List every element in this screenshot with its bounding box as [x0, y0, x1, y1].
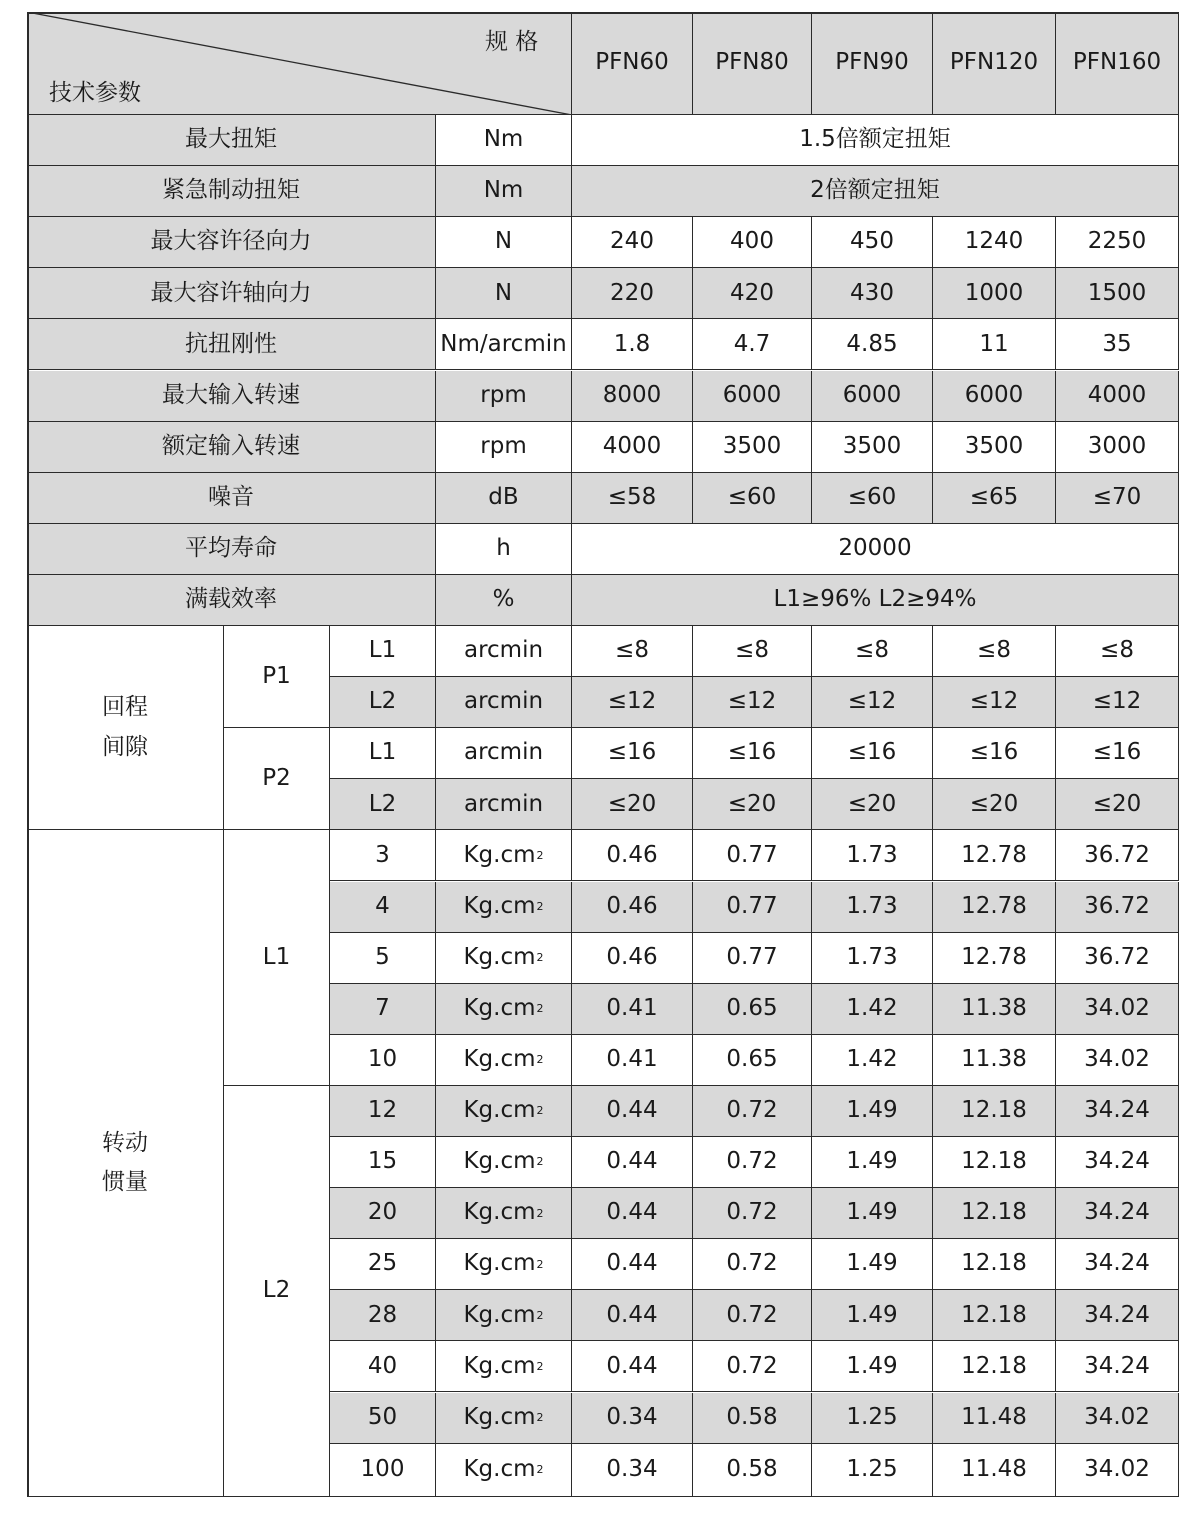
- param-unit: %: [436, 575, 572, 626]
- unit-cell: arcmin: [436, 728, 572, 779]
- value-cell: 1.49: [812, 1341, 933, 1392]
- value-cell: ≤8: [933, 626, 1056, 677]
- value-cell: 1.49: [812, 1137, 933, 1188]
- unit-superscript: 2: [536, 1206, 544, 1220]
- inertia-title-line: 惯量: [102, 1169, 148, 1196]
- value-cell: 3000: [1056, 422, 1179, 473]
- unit-cell: arcmin: [436, 779, 572, 830]
- value-cell: ≤65: [933, 473, 1056, 524]
- param-unit: N: [436, 268, 572, 319]
- value-cell: 0.46: [572, 933, 693, 984]
- value-cell: ≤60: [812, 473, 933, 524]
- value-cell: 12.18: [933, 1239, 1056, 1290]
- param-unit: Nm/arcmin: [436, 319, 572, 370]
- value-cell: 430: [812, 268, 933, 319]
- value-cell: ≤8: [572, 626, 693, 677]
- value-cell: ≤12: [812, 677, 933, 728]
- param-name: 紧急制动扭矩: [27, 166, 436, 217]
- unit-base: Kg.cm: [463, 1250, 536, 1277]
- ratio-cell: 100: [330, 1444, 436, 1497]
- value-cell: 34.02: [1056, 1393, 1179, 1444]
- value-cell: ≤60: [693, 473, 812, 524]
- value-cell: 11: [933, 319, 1056, 370]
- value-cell: 0.77: [693, 882, 812, 933]
- param-unit: dB: [436, 473, 572, 524]
- value-cell: 6000: [933, 371, 1056, 422]
- unit-cell: [436, 1086, 572, 1137]
- param-name: 平均寿命: [27, 524, 436, 575]
- unit-superscript: 2: [536, 1308, 544, 1322]
- unit-cell: [436, 1188, 572, 1239]
- model-header: PFN160: [1056, 12, 1179, 115]
- value-cell: 1.42: [812, 1035, 933, 1086]
- model-header: PFN120: [933, 12, 1056, 115]
- model-header: PFN90: [812, 12, 933, 115]
- value-cell: ≤70: [1056, 473, 1179, 524]
- unit-base: Kg.cm: [463, 1199, 536, 1226]
- value-cell: 220: [572, 268, 693, 319]
- value-cell: 34.24: [1056, 1086, 1179, 1137]
- param-label: 技术参数: [49, 80, 141, 106]
- ratio-cell: 28: [330, 1290, 436, 1341]
- value-cell: 0.44: [572, 1137, 693, 1188]
- value-cell: 34.24: [1056, 1341, 1179, 1392]
- unit-base: Kg.cm: [463, 1046, 536, 1073]
- ratio-cell: 20: [330, 1188, 436, 1239]
- unit-base: Kg.cm: [463, 994, 536, 1021]
- value-cell: 34.24: [1056, 1239, 1179, 1290]
- ratio-cell: 4: [330, 882, 436, 933]
- value-cell: 1500: [1056, 268, 1179, 319]
- value-cell: 36.72: [1056, 933, 1179, 984]
- value-cell: ≤16: [1056, 728, 1179, 779]
- unit-base: Kg.cm: [463, 841, 536, 868]
- value-cell: 0.65: [693, 984, 812, 1035]
- value-cell: 12.18: [933, 1290, 1056, 1341]
- value-cell: 0.44: [572, 1290, 693, 1341]
- value-cell: ≤8: [693, 626, 812, 677]
- unit-cell: arcmin: [436, 626, 572, 677]
- unit-base: Kg.cm: [463, 943, 536, 970]
- param-name: 最大容许轴向力: [27, 268, 436, 319]
- ratio-cell: 12: [330, 1086, 436, 1137]
- unit-cell: [436, 1290, 572, 1341]
- inertia-group: L1: [224, 830, 330, 1086]
- value-cell: 12.18: [933, 1086, 1056, 1137]
- value-cell: 0.34: [572, 1393, 693, 1444]
- value-cell: 0.65: [693, 1035, 812, 1086]
- value-cell: 1000: [933, 268, 1056, 319]
- unit-superscript: 2: [536, 1002, 544, 1016]
- value-cell: 1.25: [812, 1444, 933, 1497]
- value-cell: 1.49: [812, 1290, 933, 1341]
- stage-cell: L2: [330, 677, 436, 728]
- value-cell: ≤16: [572, 728, 693, 779]
- value-cell: 0.58: [693, 1444, 812, 1497]
- value-cell: 8000: [572, 371, 693, 422]
- unit-superscript: 2: [536, 1053, 544, 1067]
- value-cell: ≤12: [693, 677, 812, 728]
- unit-base: Kg.cm: [463, 1301, 536, 1328]
- value-cell: ≤20: [812, 779, 933, 830]
- value-cell: 12.18: [933, 1188, 1056, 1239]
- backlash-title-line: 回程: [102, 694, 148, 721]
- value-cell: 1.8: [572, 319, 693, 370]
- param-name: 最大输入转速: [27, 371, 436, 422]
- ratio-cell: 40: [330, 1341, 436, 1392]
- value-cell: 4000: [572, 422, 693, 473]
- model-header: PFN60: [572, 12, 693, 115]
- value-cell: 4000: [1056, 371, 1179, 422]
- diagonal-line: [27, 12, 572, 115]
- merged-value: 1.5倍额定扭矩: [572, 115, 1179, 166]
- value-cell: 12.18: [933, 1341, 1056, 1392]
- value-cell: 6000: [812, 371, 933, 422]
- stage-cell: L1: [330, 626, 436, 677]
- param-name: 最大容许径向力: [27, 217, 436, 268]
- unit-superscript: 2: [536, 1104, 544, 1118]
- value-cell: 12.78: [933, 882, 1056, 933]
- param-name: 抗扭刚性: [27, 319, 436, 370]
- value-cell: ≤20: [1056, 779, 1179, 830]
- param-unit: rpm: [436, 371, 572, 422]
- value-cell: 240: [572, 217, 693, 268]
- value-cell: 1.25: [812, 1393, 933, 1444]
- ratio-cell: 7: [330, 984, 436, 1035]
- value-cell: 12.78: [933, 830, 1056, 881]
- param-name: 满载效率: [27, 575, 436, 626]
- param-unit: rpm: [436, 422, 572, 473]
- value-cell: 1.73: [812, 882, 933, 933]
- unit-cell: [436, 984, 572, 1035]
- value-cell: ≤20: [933, 779, 1056, 830]
- inertia-title-line: 转动: [102, 1129, 148, 1156]
- value-cell: 34.24: [1056, 1137, 1179, 1188]
- value-cell: 1.49: [812, 1188, 933, 1239]
- value-cell: 0.72: [693, 1290, 812, 1341]
- value-cell: 0.41: [572, 1035, 693, 1086]
- param-unit: Nm: [436, 115, 572, 166]
- value-cell: 0.72: [693, 1188, 812, 1239]
- value-cell: 11.38: [933, 1035, 1056, 1086]
- value-cell: 4.85: [812, 319, 933, 370]
- backlash-group: P1: [224, 626, 330, 728]
- value-cell: ≤8: [812, 626, 933, 677]
- param-name: 额定输入转速: [27, 422, 436, 473]
- value-cell: ≤8: [1056, 626, 1179, 677]
- unit-cell: [436, 882, 572, 933]
- value-cell: ≤16: [693, 728, 812, 779]
- value-cell: 1.42: [812, 984, 933, 1035]
- unit-base: Kg.cm: [463, 1352, 536, 1379]
- value-cell: 1.73: [812, 933, 933, 984]
- param-unit: Nm: [436, 166, 572, 217]
- value-cell: ≤12: [933, 677, 1056, 728]
- unit-superscript: 2: [536, 1463, 544, 1477]
- value-cell: 2250: [1056, 217, 1179, 268]
- ratio-cell: 5: [330, 933, 436, 984]
- value-cell: 1.73: [812, 830, 933, 881]
- merged-value: 20000: [572, 524, 1179, 575]
- merged-value: 2倍额定扭矩: [572, 166, 1179, 217]
- value-cell: 11.38: [933, 984, 1056, 1035]
- backlash-title-line: 间隙: [102, 733, 148, 760]
- ratio-cell: 25: [330, 1239, 436, 1290]
- param-unit: h: [436, 524, 572, 575]
- ratio-cell: 10: [330, 1035, 436, 1086]
- value-cell: 0.41: [572, 984, 693, 1035]
- unit-cell: arcmin: [436, 677, 572, 728]
- value-cell: 0.72: [693, 1341, 812, 1392]
- unit-cell: [436, 1444, 572, 1497]
- ratio-cell: 15: [330, 1137, 436, 1188]
- value-cell: 34.24: [1056, 1188, 1179, 1239]
- value-cell: 0.46: [572, 830, 693, 881]
- inertia-group: L2: [224, 1086, 330, 1497]
- inertia-title: [27, 830, 224, 1497]
- value-cell: 0.44: [572, 1239, 693, 1290]
- value-cell: 0.72: [693, 1239, 812, 1290]
- value-cell: 11.48: [933, 1444, 1056, 1497]
- stage-cell: L2: [330, 779, 436, 830]
- unit-base: Kg.cm: [463, 1403, 536, 1430]
- unit-superscript: 2: [536, 899, 544, 913]
- value-cell: 12.78: [933, 933, 1056, 984]
- unit-cell: [436, 1239, 572, 1290]
- unit-superscript: 2: [536, 848, 544, 862]
- unit-superscript: 2: [536, 1257, 544, 1271]
- value-cell: 4.7: [693, 319, 812, 370]
- value-cell: 0.44: [572, 1188, 693, 1239]
- unit-cell: [436, 830, 572, 881]
- param-name: 噪音: [27, 473, 436, 524]
- value-cell: 11.48: [933, 1393, 1056, 1444]
- value-cell: 0.77: [693, 830, 812, 881]
- value-cell: 3500: [933, 422, 1056, 473]
- value-cell: 12.18: [933, 1137, 1056, 1188]
- value-cell: ≤16: [933, 728, 1056, 779]
- param-name: 最大扭矩: [27, 115, 436, 166]
- value-cell: 0.46: [572, 882, 693, 933]
- unit-superscript: 2: [536, 1410, 544, 1424]
- value-cell: 34.02: [1056, 1444, 1179, 1497]
- value-cell: ≤12: [1056, 677, 1179, 728]
- unit-superscript: 2: [536, 951, 544, 965]
- unit-base: Kg.cm: [463, 1148, 536, 1175]
- value-cell: 35: [1056, 319, 1179, 370]
- unit-cell: [436, 1341, 572, 1392]
- stage-cell: L1: [330, 728, 436, 779]
- value-cell: 420: [693, 268, 812, 319]
- param-unit: N: [436, 217, 572, 268]
- unit-cell: [436, 933, 572, 984]
- value-cell: ≤20: [693, 779, 812, 830]
- unit-base: Kg.cm: [463, 1455, 536, 1482]
- backlash-title: [27, 626, 224, 830]
- value-cell: 34.24: [1056, 1290, 1179, 1341]
- value-cell: ≤58: [572, 473, 693, 524]
- value-cell: 400: [693, 217, 812, 268]
- unit-superscript: 2: [536, 1359, 544, 1373]
- unit-base: Kg.cm: [463, 892, 536, 919]
- value-cell: 450: [812, 217, 933, 268]
- value-cell: 0.72: [693, 1137, 812, 1188]
- ratio-cell: 3: [330, 830, 436, 881]
- value-cell: 0.44: [572, 1086, 693, 1137]
- value-cell: 1.49: [812, 1086, 933, 1137]
- value-cell: ≤16: [812, 728, 933, 779]
- value-cell: 34.02: [1056, 1035, 1179, 1086]
- value-cell: 0.34: [572, 1444, 693, 1497]
- spec-table: [27, 12, 1179, 1497]
- value-cell: 36.72: [1056, 830, 1179, 881]
- value-cell: 0.58: [693, 1393, 812, 1444]
- unit-cell: [436, 1035, 572, 1086]
- value-cell: ≤12: [572, 677, 693, 728]
- header-diagonal: [27, 12, 573, 115]
- value-cell: 36.72: [1056, 882, 1179, 933]
- value-cell: 1240: [933, 217, 1056, 268]
- value-cell: 0.72: [693, 1086, 812, 1137]
- unit-cell: [436, 1393, 572, 1444]
- value-cell: 0.44: [572, 1341, 693, 1392]
- value-cell: ≤20: [572, 779, 693, 830]
- value-cell: 0.77: [693, 933, 812, 984]
- unit-cell: [436, 1137, 572, 1188]
- value-cell: 3500: [693, 422, 812, 473]
- merged-value: L1≥96% L2≥94%: [572, 575, 1179, 626]
- model-header: PFN80: [693, 12, 812, 115]
- value-cell: 6000: [693, 371, 812, 422]
- unit-superscript: 2: [536, 1155, 544, 1169]
- ratio-cell: 50: [330, 1393, 436, 1444]
- value-cell: 1.49: [812, 1239, 933, 1290]
- spec-label: 规 格: [485, 29, 539, 55]
- backlash-group: P2: [224, 728, 330, 830]
- unit-base: Kg.cm: [463, 1097, 536, 1124]
- value-cell: 34.02: [1056, 984, 1179, 1035]
- value-cell: 3500: [812, 422, 933, 473]
